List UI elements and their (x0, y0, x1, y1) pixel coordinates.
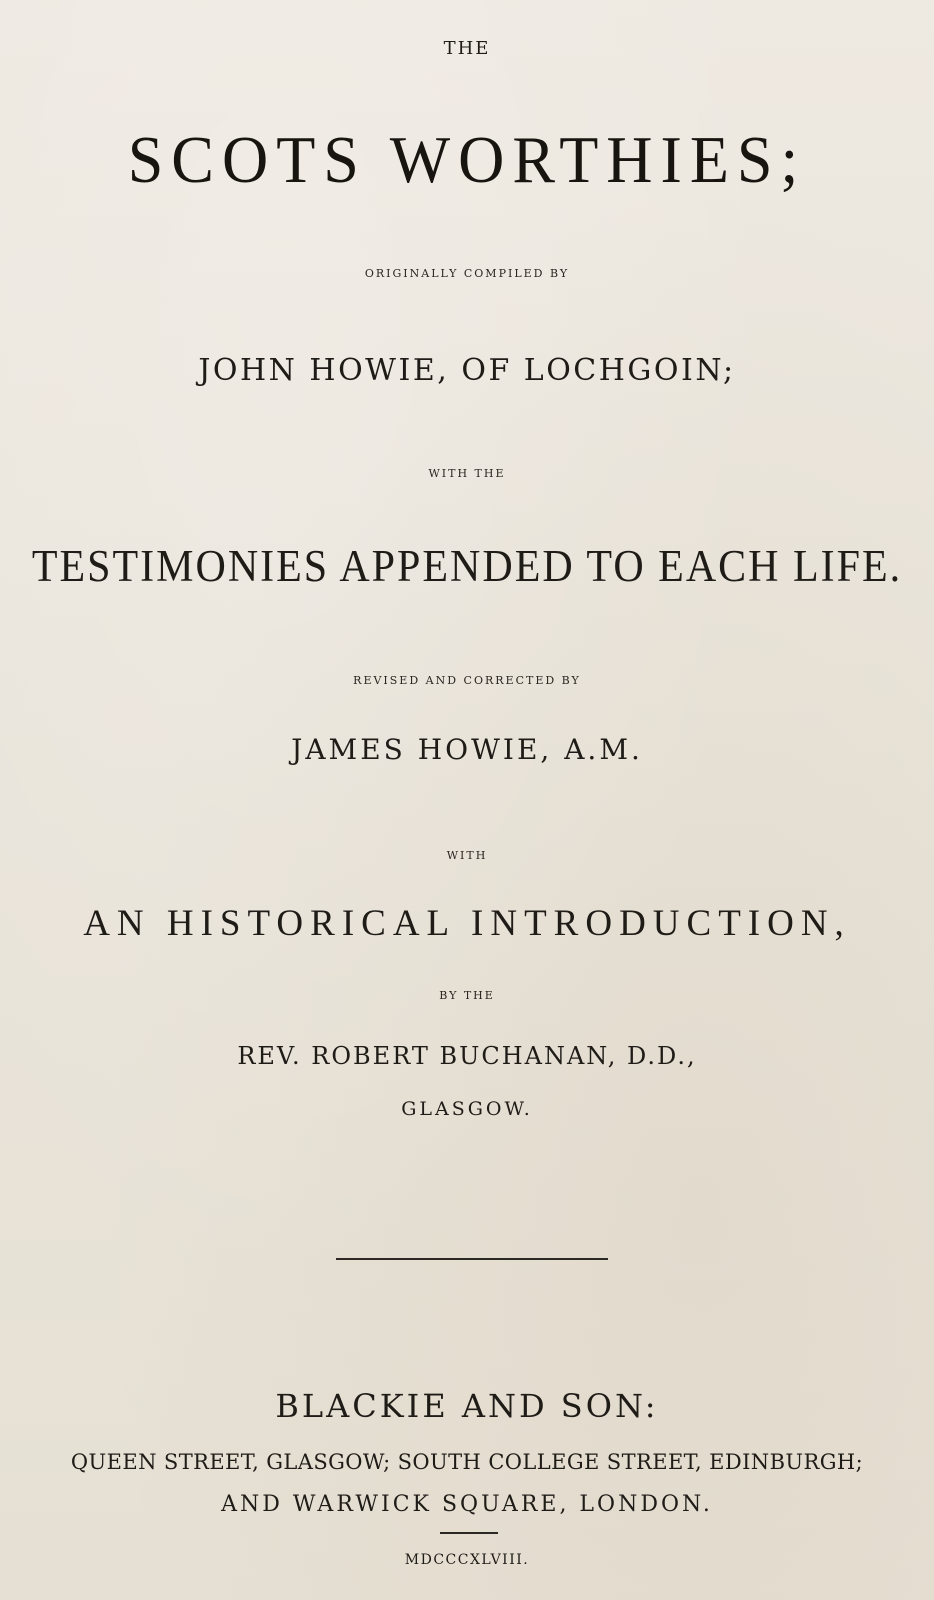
section-divider (336, 1258, 608, 1260)
introduction-subtitle: AN HISTORICAL INTRODUCTION, (83, 903, 851, 944)
introduction-author: REV. ROBERT BUCHANAN, D.D., (237, 1042, 697, 1070)
reviser-name: JAMES HOWIE, A.M. (291, 733, 643, 766)
compiled-by-label: ORIGINALLY COMPILED BY (364, 267, 570, 280)
book-title: SCOTS WORTHIES; (127, 122, 807, 197)
publisher-name: BLACKIE AND SON: (275, 1387, 659, 1425)
introduction-author-city: GLASGOW. (401, 1098, 533, 1120)
publisher-address-line-1: QUEEN STREET, GLASGOW; SOUTH COLLEGE STREET, EDINBURGH; (70, 1450, 864, 1474)
with-label: WITH (446, 849, 488, 862)
year-divider (440, 1532, 498, 1534)
publisher-address-line-2: AND WARWICK SQUARE, LONDON. (221, 1492, 713, 1517)
publication-year: MDCCCXLVIII. (404, 1552, 530, 1568)
testimonies-subtitle: TESTIMONIES APPENDED TO EACH LIFE. (31, 542, 903, 592)
title-article: THE (443, 38, 491, 59)
by-the-label: BY THE (439, 989, 495, 1002)
with-the-label: WITH THE (428, 467, 506, 480)
original-author: JOHN HOWIE, OF LOCHGOIN; (198, 353, 736, 388)
revised-by-label: REVISED AND CORRECTED BY (353, 674, 581, 687)
